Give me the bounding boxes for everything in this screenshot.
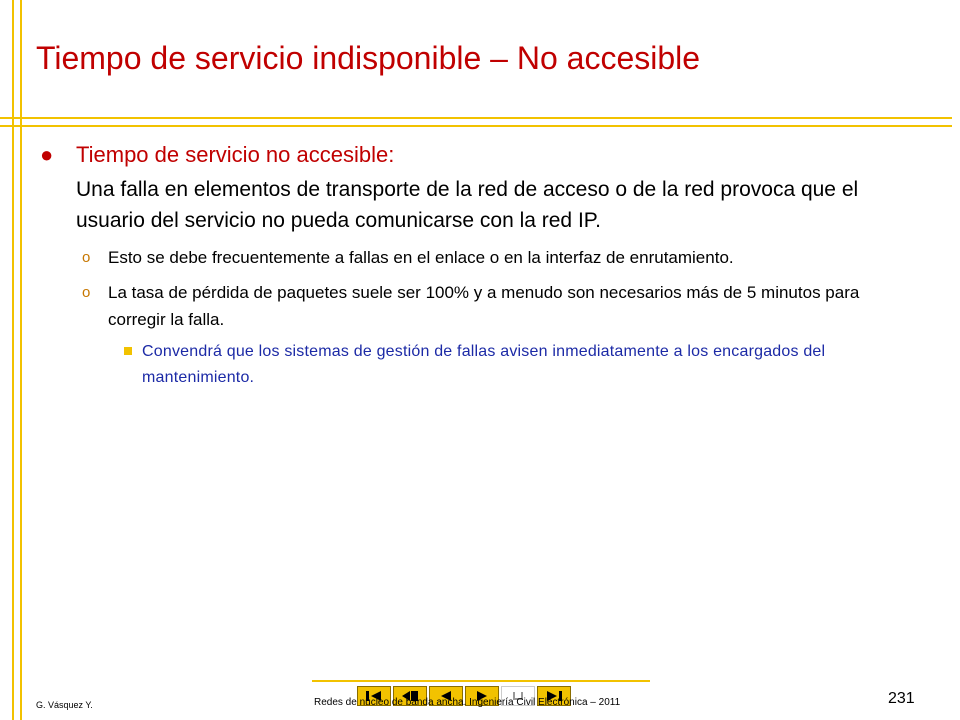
square-bullet-icon: [124, 347, 132, 355]
bullet-level3-1: [36, 339, 896, 391]
main-paragraph: Una falla en elementos de transporte de la red de acceso o de la red provoca que el usuario del servicio no pueda comunicarse con la red IP.: [76, 178, 859, 232]
bullet-level3-text: Convendrá que los sistemas de gestión de fallas avisen inmediatamente a los encargados del mantenimiento.: [142, 343, 826, 386]
nav-divider: [312, 680, 650, 682]
header-horizontal-rule-1: [0, 117, 952, 119]
slide-body: [36, 140, 896, 391]
hollow-circle-icon: o: [82, 249, 91, 266]
left-vertical-rule-2: [20, 0, 22, 720]
hollow-circle-icon: o: [82, 284, 91, 301]
bullet-level2-1: [36, 244, 896, 271]
bullet-dot-icon: ●: [40, 142, 54, 167]
footer-author: G. Vásquez Y.: [36, 700, 93, 710]
bullet-level2-text: La tasa de pérdida de paquetes suele ser 100% y a menudo son necesarios más de 5 minutos para corregir la falla.: [108, 283, 860, 329]
bullet-level1: [36, 140, 896, 170]
bullet-level2-text: Esto se debe frecuentemente a fallas en el enlace o en la interfaz de enrutamiento.: [108, 248, 734, 267]
bullet-level2-2: [36, 279, 896, 333]
page-number: 231: [888, 690, 915, 707]
left-vertical-rule-1: [12, 0, 14, 720]
bullet-heading: Tiempo de servicio no accesible:: [76, 142, 395, 167]
header-horizontal-rule-2: [0, 125, 952, 127]
slide-title: Tiempo de servicio indisponible – No accesible: [36, 40, 701, 76]
footer-course: Redes de núcleo de banda ancha. Ingeniería Civil Electrónica – 2011: [314, 697, 621, 708]
